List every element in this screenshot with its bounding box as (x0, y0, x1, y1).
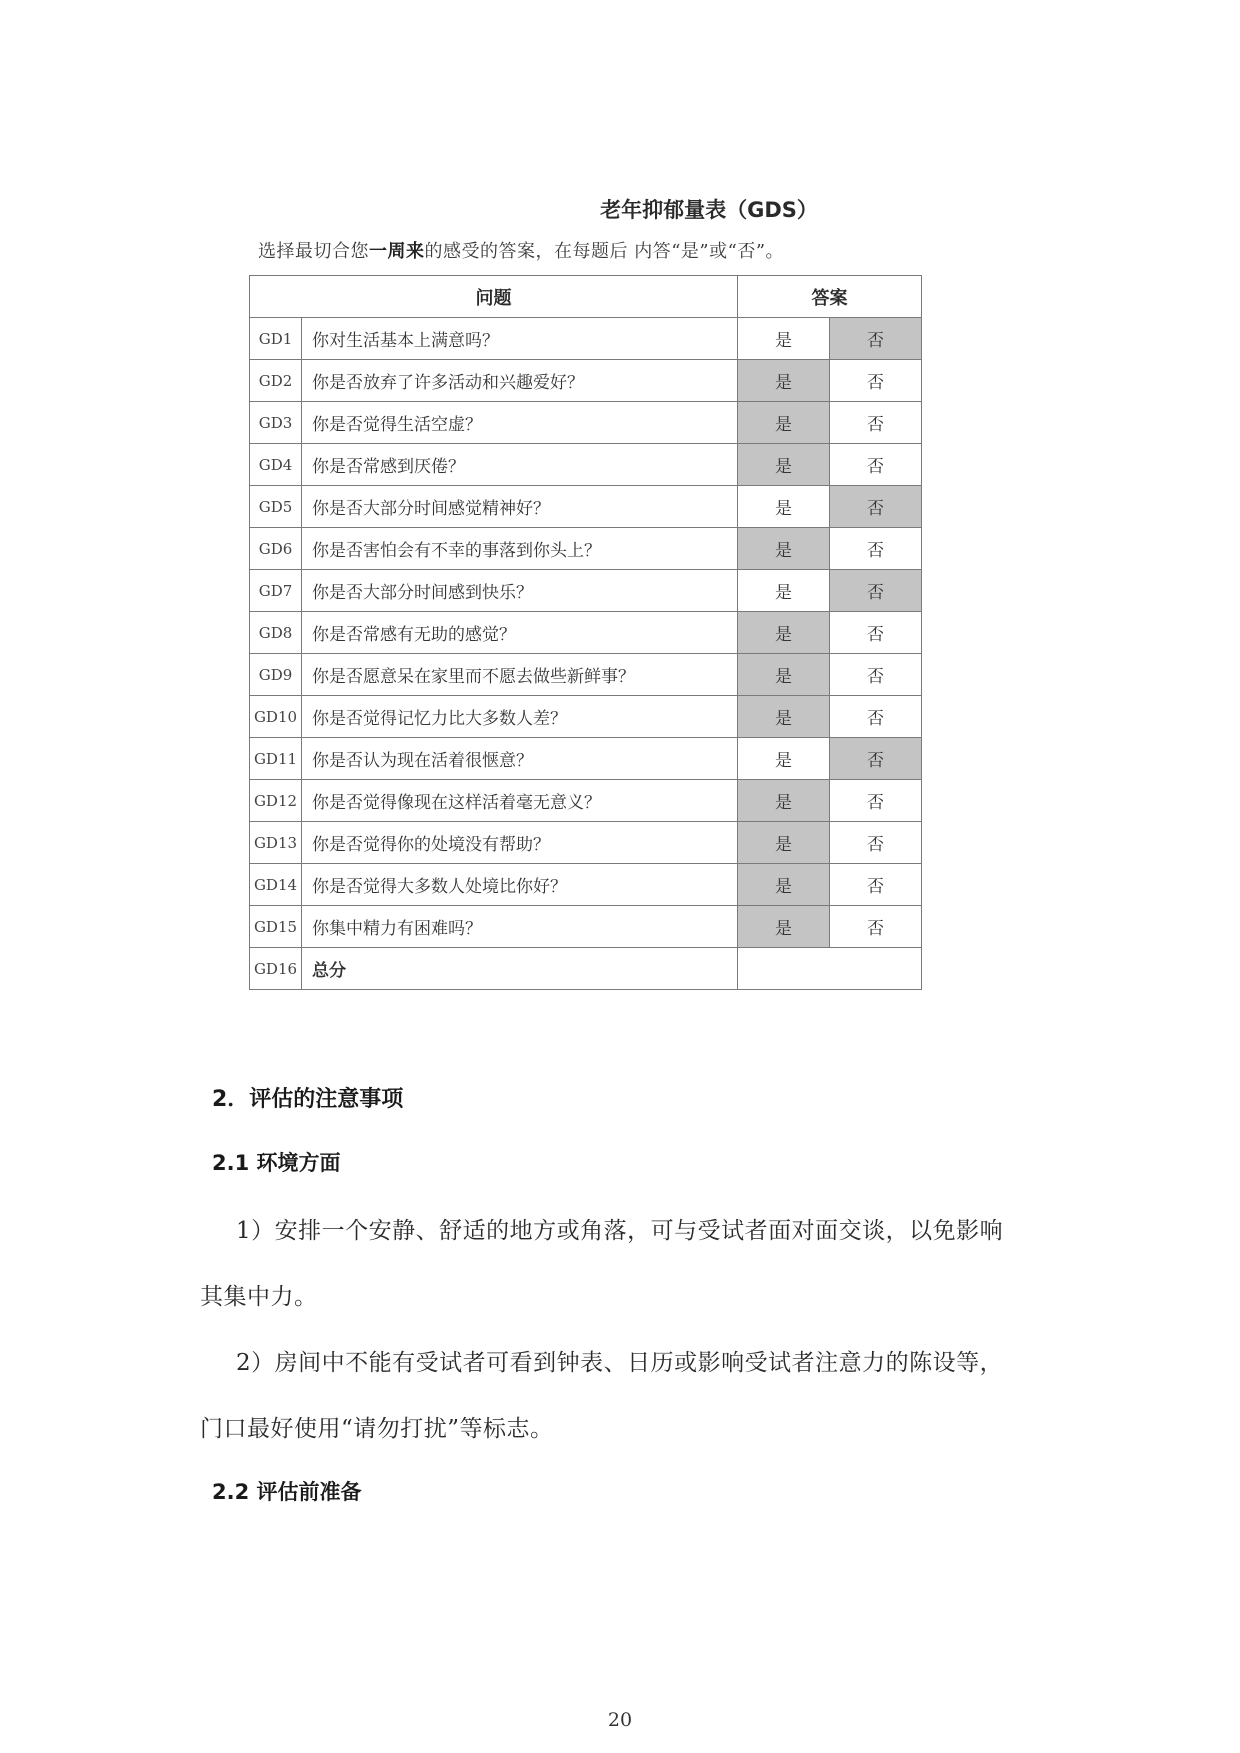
row-question: 你是否大部分时间感到快乐？ (302, 570, 738, 612)
row-question: 你是否觉得你的处境没有帮助？ (302, 822, 738, 864)
row-question: 你是否常感有无助的感觉？ (302, 612, 738, 654)
answer-yes: 是 (738, 528, 830, 570)
row-id: GD10 (250, 696, 302, 738)
gds-table (249, 275, 922, 990)
answer-no: 否 (830, 906, 922, 948)
answer-no: 否 (830, 570, 922, 612)
instruction-bold: 一周来 (369, 241, 425, 262)
answer-yes: 是 (738, 822, 830, 864)
answer-yes: 是 (738, 780, 830, 822)
answer-yes: 是 (738, 696, 830, 738)
answer-no: 否 (830, 780, 922, 822)
header-answer: 答案 (738, 276, 922, 318)
page-number: 20 (607, 1709, 633, 1731)
table-row (250, 612, 922, 654)
paragraph-2-line-2: 门口最好使用“请勿打扰”等标志。 (200, 1416, 554, 1442)
gds-instruction (258, 237, 784, 263)
row-id: GD6 (250, 528, 302, 570)
table-row (250, 864, 922, 906)
row-id: GD7 (250, 570, 302, 612)
row-id: GD1 (250, 318, 302, 360)
table-row (250, 444, 922, 486)
answer-no: 否 (830, 444, 922, 486)
table-header-row (250, 276, 922, 318)
paragraph-1-line-2: 其集中力。 (200, 1284, 318, 1310)
table-row (250, 528, 922, 570)
answer-no: 否 (830, 654, 922, 696)
answer-yes: 是 (738, 318, 830, 360)
total-value (738, 948, 922, 990)
row-question: 你是否觉得记忆力比大多数人差？ (302, 696, 738, 738)
row-id: GD3 (250, 402, 302, 444)
row-question: 你集中精力有困难吗？ (302, 906, 738, 948)
row-question: 你是否大部分时间感觉精神好？ (302, 486, 738, 528)
answer-yes: 是 (738, 570, 830, 612)
instruction-post: 的感受的答案，在每题后 内答“是”或“否”。 (424, 241, 785, 262)
subsection-preparation: 2.2 评估前准备 (212, 1480, 362, 1504)
gds-title: 老年抑郁量表（GDS） (600, 198, 818, 222)
row-id: GD4 (250, 444, 302, 486)
answer-no: 否 (830, 486, 922, 528)
total-row (250, 948, 922, 990)
table-row (250, 906, 922, 948)
answer-yes: 是 (738, 738, 830, 780)
answer-no: 否 (830, 738, 922, 780)
total-label: 总分 (302, 948, 738, 990)
section-heading: 2．评估的注意事项 (212, 1087, 404, 1112)
table-row (250, 738, 922, 780)
table-row (250, 780, 922, 822)
answer-yes: 是 (738, 402, 830, 444)
row-question: 你是否觉得生活空虚？ (302, 402, 738, 444)
row-question: 你是否觉得大多数人处境比你好？ (302, 864, 738, 906)
total-row-id: GD16 (250, 948, 302, 990)
table-row (250, 318, 922, 360)
answer-no: 否 (830, 612, 922, 654)
answer-no: 否 (830, 360, 922, 402)
row-id: GD5 (250, 486, 302, 528)
row-id: GD9 (250, 654, 302, 696)
answer-no: 否 (830, 318, 922, 360)
gds-table-body (250, 318, 922, 990)
table-row (250, 360, 922, 402)
answer-yes: 是 (738, 864, 830, 906)
row-id: GD15 (250, 906, 302, 948)
answer-yes: 是 (738, 906, 830, 948)
paragraph-2-line-1: 2）房间中不能有受试者可看到钟表、日历或影响受试者注意力的陈设等， (236, 1350, 1004, 1376)
row-id: GD8 (250, 612, 302, 654)
table-row (250, 822, 922, 864)
answer-yes: 是 (738, 654, 830, 696)
answer-yes: 是 (738, 486, 830, 528)
row-question: 你是否害怕会有不幸的事落到你头上？ (302, 528, 738, 570)
header-question: 问题 (250, 276, 738, 318)
row-question: 你是否认为现在活着很惬意？ (302, 738, 738, 780)
subsection-environment: 2.1 环境方面 (212, 1151, 341, 1175)
table-row (250, 654, 922, 696)
table-row (250, 696, 922, 738)
table-row (250, 486, 922, 528)
answer-no: 否 (830, 528, 922, 570)
paragraph-1-line-1: 1）安排一个安静、舒适的地方或角落，可与受试者面对面交谈，以免影响 (236, 1218, 1004, 1244)
row-question: 你对生活基本上满意吗？ (302, 318, 738, 360)
row-question: 你是否愿意呆在家里而不愿去做些新鲜事？ (302, 654, 738, 696)
answer-yes: 是 (738, 360, 830, 402)
row-id: GD12 (250, 780, 302, 822)
answer-yes: 是 (738, 444, 830, 486)
row-id: GD2 (250, 360, 302, 402)
row-question: 你是否觉得像现在这样活着毫无意义？ (302, 780, 738, 822)
row-id: GD13 (250, 822, 302, 864)
answer-no: 否 (830, 864, 922, 906)
answer-no: 否 (830, 822, 922, 864)
row-id: GD14 (250, 864, 302, 906)
row-question: 你是否常感到厌倦？ (302, 444, 738, 486)
table-row (250, 570, 922, 612)
answer-no: 否 (830, 402, 922, 444)
row-id: GD11 (250, 738, 302, 780)
table-row (250, 402, 922, 444)
answer-no: 否 (830, 696, 922, 738)
row-question: 你是否放弃了许多活动和兴趣爱好？ (302, 360, 738, 402)
instruction-pre: 选择最切合您 (258, 241, 369, 262)
answer-yes: 是 (738, 612, 830, 654)
